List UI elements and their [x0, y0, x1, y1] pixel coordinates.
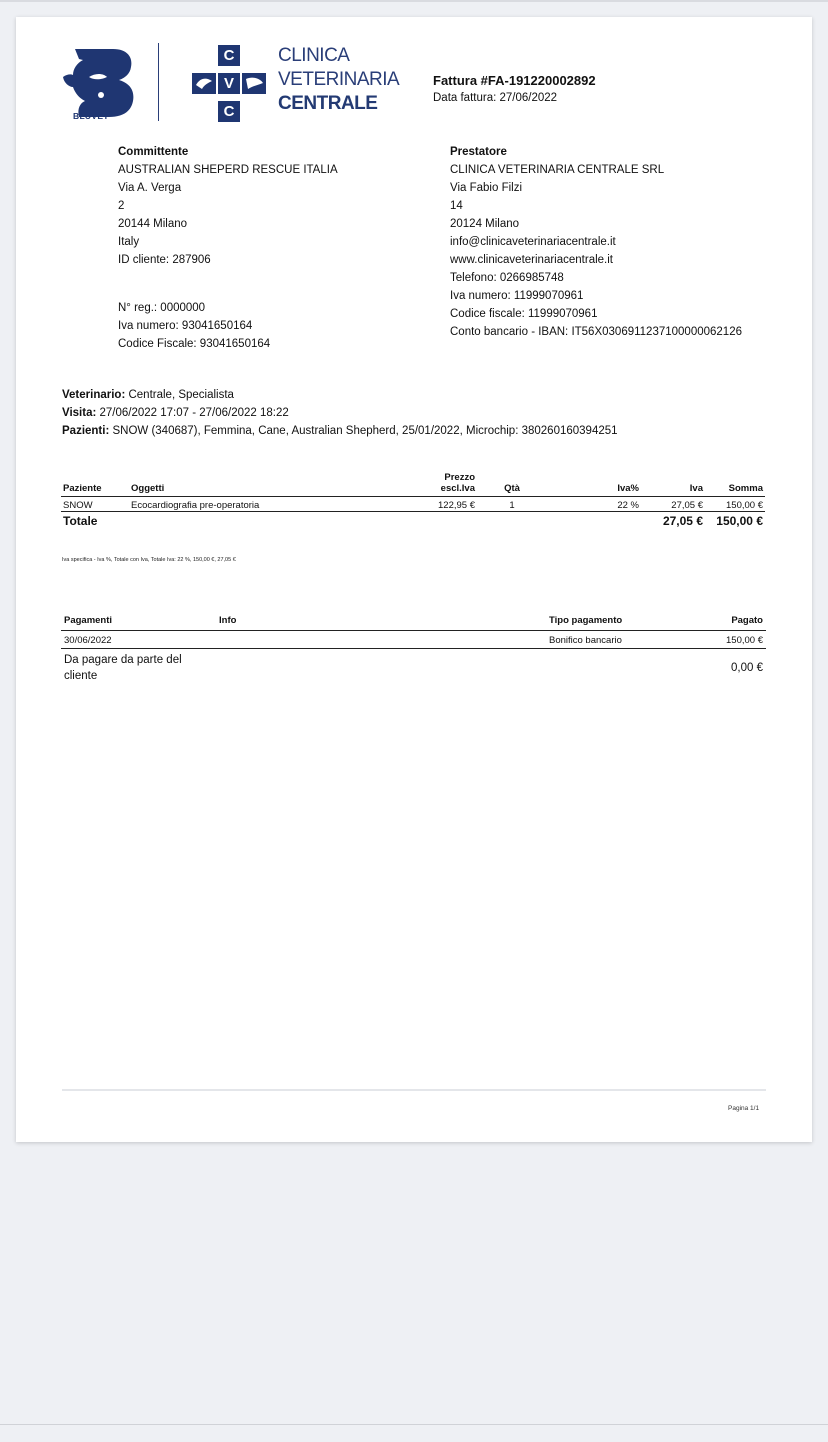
total-label: Totale: [63, 514, 98, 528]
committente-fiscal-code: Codice Fiscale: 93041650164: [118, 338, 271, 350]
payment-type: Bonifico bancario: [546, 631, 686, 649]
clinic-wordmark: [278, 44, 408, 116]
patients-line: [62, 422, 618, 440]
payment-date: 30/06/2022: [61, 631, 216, 649]
footer-divider: [62, 1089, 766, 1091]
col-header-paziente: Paziente: [61, 472, 129, 497]
table-row: [61, 497, 765, 512]
committente-country: Italy: [118, 236, 140, 248]
clinic-wordmark-line-2: VETERINARIA: [278, 69, 400, 90]
cell-oggetti: Ecocardiografia pre-operatoria: [129, 497, 359, 512]
cvc-cross-logo: [190, 45, 270, 122]
logo-divider: [158, 43, 159, 121]
committente-reg-number: N° reg.: 0000000: [118, 302, 206, 314]
vet-value: Centrale, Specialista: [125, 389, 234, 401]
cvc-letter-middle: V: [223, 75, 234, 92]
col-header-somma: Somma: [705, 472, 765, 497]
cell-qta: 1: [477, 497, 547, 512]
payments-table: [61, 615, 766, 686]
amount-due-label: [61, 649, 216, 687]
window-top-border: [0, 0, 828, 2]
invoice-date: Data fattura: 27/06/2022: [433, 92, 558, 104]
cell-prezzo: 122,95 €: [359, 497, 477, 512]
total-row: [61, 512, 765, 529]
payment-amount: 150,00 €: [686, 631, 766, 649]
payment-info: [216, 631, 546, 649]
bluvet-registered-mark: ®: [108, 111, 113, 117]
prestatore-phone: Telefono: 0266985748: [450, 272, 564, 284]
vet-line: [62, 386, 618, 404]
table-row: [61, 631, 766, 649]
committente-block: [118, 143, 338, 269]
visit-line: [62, 404, 618, 422]
iva-note: Iva specifica - Iva %, Totale con Iva, Totale Iva: 22 %, 150,00 €, 27,05 €: [62, 557, 236, 563]
amount-due-row: [61, 649, 766, 687]
col-header-qta: Qtà: [477, 472, 547, 497]
prestatore-block: [450, 143, 742, 341]
cvc-letter-bottom: C: [223, 103, 235, 120]
prestatore-heading: Prestatore: [450, 146, 507, 158]
committente-extra-block: [118, 299, 270, 353]
prestatore-vat-number: Iva numero: 11999070961: [450, 290, 584, 302]
visit-label: Visita:: [62, 407, 97, 419]
payments-header-row: [61, 615, 766, 631]
total-iva: 27,05 €: [662, 514, 703, 528]
prestatore-iban: Conto bancario - IBAN: IT56X0306911237100000062126: [450, 326, 742, 338]
window-bottom-border: [0, 1424, 828, 1425]
col-header-prezzo: [359, 472, 477, 497]
items-header-row: [61, 472, 765, 497]
cell-somma: 150,00 €: [705, 497, 765, 512]
amount-due-value: 0,00 €: [731, 662, 763, 674]
page-number: Pagina 1/1: [728, 1105, 760, 1112]
cell-iva: 27,05 €: [641, 497, 705, 512]
cell-paziente: SNOW: [61, 497, 129, 512]
bluvet-wordmark: BLUVET: [73, 111, 109, 121]
clinic-wordmark-line-1: CLINICA: [278, 45, 350, 66]
prestatore-street: Via Fabio Filzi: [450, 182, 523, 194]
prestatore-website[interactable]: www.clinicaveterinariacentrale.it: [450, 254, 613, 266]
committente-heading: Committente: [118, 146, 189, 158]
col-header-oggetti: Oggetti: [129, 472, 359, 497]
committente-number: 2: [118, 200, 125, 212]
invoice-title: Fattura #FA-191220002892: [433, 73, 596, 88]
col-header-iva-percent: Iva%: [547, 472, 641, 497]
amount-due-label-line-1: Da pagare da parte del: [64, 654, 182, 666]
visit-info: [62, 386, 618, 440]
prestatore-name: CLINICA VETERINARIA CENTRALE SRL: [450, 164, 665, 176]
prestatore-fiscal-code: Codice fiscale: 11999070961: [450, 308, 598, 320]
committente-client-id: ID cliente: 287906: [118, 254, 211, 266]
col-header-info: Info: [216, 615, 546, 631]
vet-label: Veterinario:: [62, 389, 126, 401]
committente-street: Via A. Verga: [118, 182, 182, 194]
prestatore-number: 14: [450, 200, 463, 212]
items-table: [61, 472, 765, 528]
prestatore-city: 20124 Milano: [450, 218, 520, 230]
invoice-page: [16, 17, 812, 1142]
col-header-tipo-pagamento: Tipo pagamento: [546, 615, 686, 631]
visit-value: 27/06/2022 17:07 - 27/06/2022 18:22: [96, 407, 289, 419]
clinic-wordmark-line-3: CENTRALE: [278, 93, 378, 114]
committente-name: AUSTRALIAN SHEPERD RESCUE ITALIA: [118, 164, 338, 176]
col-header-prezzo-line-2: escl.Iva: [440, 483, 475, 494]
cell-iva-percent: 22 %: [547, 497, 641, 512]
prestatore-email[interactable]: info@clinicaveterinariacentrale.it: [450, 236, 616, 248]
cvc-letter-top: C: [223, 47, 235, 64]
col-header-pagamenti: Pagamenti: [61, 615, 216, 631]
committente-city: 20144 Milano: [118, 218, 188, 230]
col-header-prezzo-line-1: Prezzo: [444, 472, 475, 483]
total-sum: 150,00 €: [716, 514, 763, 528]
bluvet-logo: [61, 43, 139, 127]
patients-label: Pazienti:: [62, 425, 110, 437]
col-header-pagato: Pagato: [686, 615, 766, 631]
amount-due-label-line-2: cliente: [64, 670, 98, 682]
committente-vat-number: Iva numero: 93041650164: [118, 320, 253, 332]
patients-value: SNOW (340687), Femmina, Cane, Australian Shepherd, 25/01/2022, Microchip: 380260160394251: [109, 425, 618, 437]
col-header-iva: Iva: [641, 472, 705, 497]
